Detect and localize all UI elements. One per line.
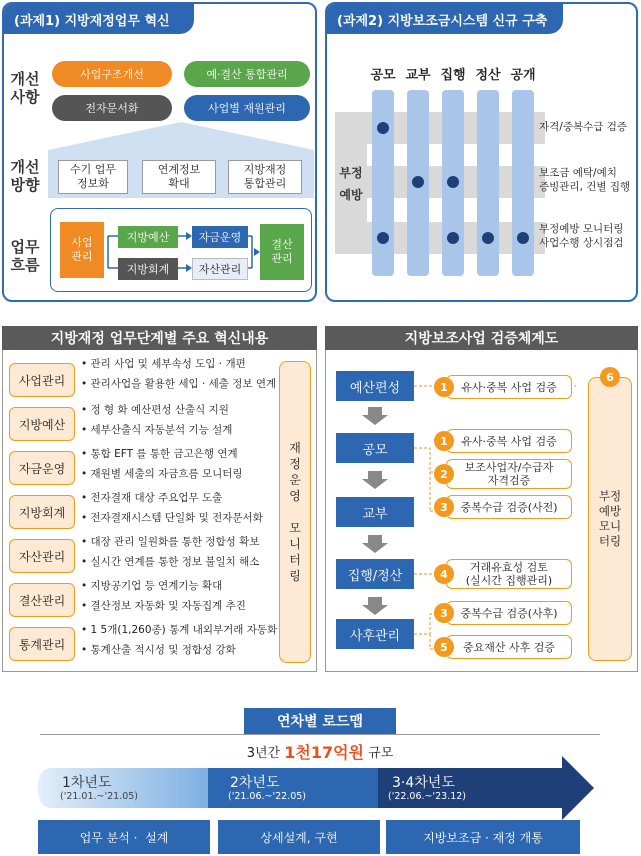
verification-panel: [325, 326, 638, 672]
check-num-1b: 1: [434, 431, 454, 451]
task1-panel: [2, 2, 317, 302]
stage-column-4: [512, 90, 534, 276]
desc-settlement-2: • 결산정보 자동화 및 자동집계 추진: [81, 600, 246, 612]
item-e-document: 전자문서화: [52, 95, 172, 121]
step-budget: 예산편성: [336, 371, 414, 401]
direction-arrow: [48, 122, 314, 160]
fraud-monitor-box: [588, 377, 632, 661]
stage-label-2: 집행: [440, 68, 466, 83]
task2-panel: [325, 2, 638, 302]
budget-prefix: 3년간: [246, 745, 285, 761]
check-num-3b: 3: [434, 603, 454, 623]
stage-label-4: 공개: [510, 68, 536, 83]
item-structure: 사업구조개선: [52, 61, 172, 87]
phase-1-task: 업무 분석 · 설계: [38, 820, 210, 854]
desc-accounting-1: • 전자결재 대상 주요업무 도출: [81, 492, 223, 504]
innovation-panel: [2, 326, 317, 672]
desc-assets-1: • 대장 관리 일원화를 통한 정합성 확보: [81, 536, 260, 548]
note-1: 자격/중복수급 검증: [539, 121, 628, 133]
stage-column-0: [372, 90, 394, 276]
check-box-3a: 중복수급 검증(사전): [446, 495, 572, 519]
roadmap-underline: [40, 734, 600, 735]
stage-label-3: 정산: [475, 68, 501, 83]
stage-dot: [517, 232, 529, 244]
phase-2-name: 2차년도: [230, 775, 280, 791]
stage-label-1: 교부: [405, 68, 431, 83]
stage-dot: [377, 122, 389, 134]
step-contest: 공모: [336, 433, 414, 463]
item-fund-management: 사업별 재원관리: [184, 95, 310, 121]
stage-dot: [447, 176, 459, 188]
desc-business-2: • 관리사업을 활용한 세입 · 세출 정보 연계: [81, 378, 277, 390]
roadmap-title: 연차별 로드맵: [244, 708, 396, 734]
check-box-1b: 유사·중복 사업 검증: [446, 429, 572, 453]
category-accounting: 지방회계: [9, 495, 75, 529]
stage-dot: [482, 232, 494, 244]
flow-settlement: 결산 관리: [260, 224, 304, 280]
flow-budget: 지방예산: [118, 226, 178, 248]
phase-3-name: 3·4차년도: [392, 775, 455, 791]
desc-statistics-2: • 통계산출 적시성 및 정합성 강화: [81, 644, 236, 656]
check-box-1a: 유사·중복 사업 검증: [446, 375, 572, 399]
direction-linkage: 연계정보 확대: [142, 160, 216, 194]
phase-1-period: ('21.01.~'21.05): [60, 791, 139, 802]
desc-funds-1: • 통합 EFT 를 통한 금고은행 연계: [81, 448, 238, 460]
phase-1-name: 1차년도: [62, 775, 112, 791]
check-box-4: 거래유효성 검토 (실시간 집행관리): [446, 559, 572, 589]
desc-budget-1: • 정 형 화 예산편성 산출식 지원: [81, 404, 229, 416]
roadmap-arrow: [38, 756, 594, 820]
check-num-3a: 3: [434, 497, 454, 517]
stage-label-0: 공모: [370, 68, 396, 83]
innovation-title: 지방재정 업무단계별 주요 혁신내용: [2, 326, 317, 350]
fraud-monitor-label: 부정 예방 모니 터링: [598, 489, 622, 548]
desc-budget-2: • 세부산출식 자동분석 기능 설계: [81, 424, 233, 436]
monitoring-side-label: 재 정 운 영 모 니 터 링: [279, 361, 311, 663]
stage-dot: [377, 232, 389, 244]
category-statistics: 통계관리: [9, 627, 75, 661]
category-assets: 자산관리: [9, 539, 75, 573]
flow-label: 업무 흐름: [10, 238, 40, 274]
check-box-2: 보조사업자/수급자 자격검증: [446, 459, 572, 489]
direction-integration: 지방재정 통합관리: [228, 160, 302, 194]
desc-settlement-1: • 지방공기업 등 연계기능 확대: [81, 580, 223, 592]
step-execution: 집행/정산: [336, 559, 414, 589]
phase-3-task: 지방보조금 · 재정 개통: [386, 820, 580, 854]
category-settlement: 결산관리: [9, 583, 75, 617]
desc-statistics-1: • 1 5개(1,260종) 통계 내외부거래 자동화: [81, 624, 278, 636]
category-funds: 자금운영: [9, 451, 75, 485]
task2-title: (과제2) 지방보조금시스템 신규 구축: [327, 4, 563, 34]
category-budget: 지방예산: [9, 407, 75, 441]
phase-2-period: ('21.06.~'22.05): [228, 791, 307, 802]
item-budget-integration: 예·결산 통합관리: [184, 61, 310, 87]
direction-manual: 수기 업무 정보화: [58, 160, 128, 194]
phase-2-task: 상세설계, 구현: [218, 820, 380, 854]
stage-dot: [412, 176, 424, 188]
flow-business: 사업 관리: [60, 222, 104, 278]
check-num-1a: 1: [434, 377, 454, 397]
note-2: 보조금 예탁/예치 증빙관리, 건별 집행: [539, 167, 631, 193]
step-post: 사후관리: [336, 619, 414, 649]
desc-business-1: • 관리 사업 및 세부속성 도입 · 개편: [81, 358, 246, 370]
check-box-5: 중요재산 사후 검증: [446, 635, 572, 659]
task1-title: (과제1) 지방재정업무 혁신: [4, 4, 194, 34]
note-3: 부정예방 모니터링 사업수행 상시점검: [539, 223, 624, 249]
desc-funds-2: • 재원별 세출의 자금흐름 모니터링: [81, 468, 243, 480]
budget-suffix: 규모: [364, 745, 394, 761]
budget-amount: 1천17억원: [284, 742, 365, 762]
prevention-label: 부정 예방: [339, 166, 363, 202]
check-num-2: 2: [434, 464, 454, 484]
direction-label: 개선 방향: [10, 158, 40, 194]
stage-column-3: [477, 90, 499, 276]
step-grant: 교부: [336, 497, 414, 527]
desc-assets-2: • 실시간 연계를 통한 정보 불일치 해소: [81, 556, 260, 568]
desc-accounting-2: • 전자결재시스템 단일화 및 전자문서화: [81, 512, 263, 524]
category-business: 사업관리: [9, 363, 75, 397]
flow-assets: 자산관리: [192, 258, 248, 280]
verification-title: 지방보조사업 검증체계도: [325, 326, 638, 350]
monitor-num: 6: [600, 367, 620, 387]
check-num-5: 5: [434, 637, 454, 657]
flow-funds: 자금운영: [192, 226, 248, 248]
check-num-4: 4: [434, 564, 454, 584]
improvement-label: 개선 사항: [10, 70, 40, 106]
flow-accounting: 지방회계: [118, 258, 178, 280]
check-box-3b: 중복수급 검증(사후): [446, 601, 572, 625]
phase-3-period: ('22.06.~'23.12): [388, 791, 467, 802]
stage-dot: [447, 232, 459, 244]
